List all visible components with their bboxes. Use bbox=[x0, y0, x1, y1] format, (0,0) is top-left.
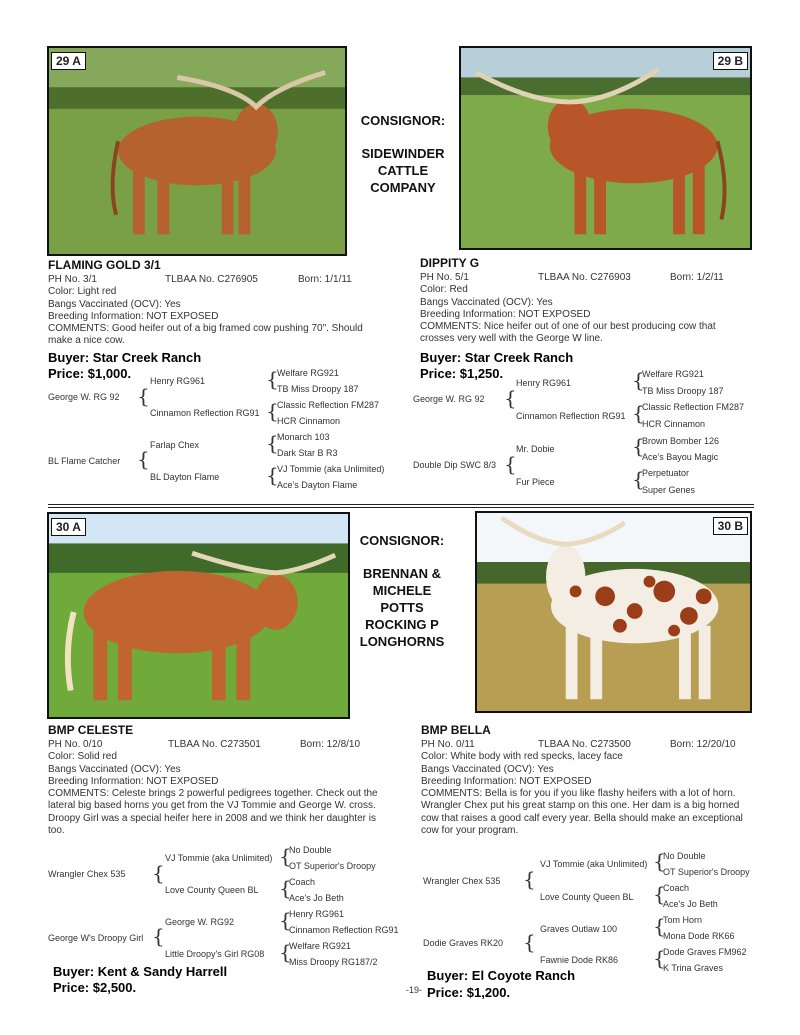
pedigree-dam: Double Dip SWC 8/3 bbox=[413, 460, 497, 470]
pedigree-dd: Little Droopy's Girl RG08 bbox=[165, 949, 265, 959]
pedigree-brace: { bbox=[279, 844, 292, 868]
pedigree-sds: Classic Reflection FM287 bbox=[277, 400, 380, 410]
buyer: Buyer: Star Creek Ranch bbox=[420, 350, 574, 365]
animal-name: BMP BELLA bbox=[421, 723, 491, 737]
tlbaa-number: TLBAA No. C276903 bbox=[538, 272, 631, 283]
buyer: Buyer: El Coyote Ranch bbox=[427, 968, 576, 983]
pedigree-ddd: Ace's Dayton Flame bbox=[277, 480, 358, 490]
pedigree-brace: { bbox=[653, 882, 666, 906]
pedigree-sdd: HCR Cinnamon bbox=[277, 416, 341, 426]
pedigree-dsd: Cinnamon Reflection RG91 bbox=[289, 925, 399, 935]
buyer: Buyer: Kent & Sandy Harrell bbox=[53, 964, 228, 979]
pedigree-ddd: K Trina Graves bbox=[663, 963, 724, 973]
pedigree-dds: Dode Graves FM962 bbox=[663, 947, 747, 957]
pedigree-dd: Fawnie Dode RK86 bbox=[540, 955, 619, 965]
pedigree-brace: { bbox=[279, 876, 292, 900]
pedigree-sss: Welfare RG921 bbox=[277, 368, 339, 378]
pedigree-ssd: OT Superior's Droopy bbox=[289, 861, 376, 871]
pedigree-brace: { bbox=[632, 368, 645, 392]
breeding: Breeding Information: NOT EXPOSED bbox=[421, 775, 592, 787]
ph-number: PH No. 5/1 bbox=[420, 272, 469, 283]
pedigree-sds: Coach bbox=[663, 883, 690, 893]
pedigree-sd: Love County Queen BL bbox=[165, 885, 259, 895]
consignor-name: LONGHORNS bbox=[359, 634, 445, 649]
photo-lot-30b bbox=[475, 511, 752, 713]
pedigree-ss: Henry RG961 bbox=[150, 376, 206, 386]
pedigree-ddd: Miss Droopy RG187/2 bbox=[289, 957, 378, 967]
pedigree-ds: George W. RG92 bbox=[165, 917, 235, 927]
pedigree-brace: { bbox=[152, 924, 165, 948]
cow-photo-dippity-g bbox=[461, 48, 750, 248]
bangs: Bangs Vaccinated (OCV): Yes bbox=[48, 298, 181, 310]
lot-badge: 29 A bbox=[51, 52, 86, 70]
comments: COMMENTS: Celeste brings 2 powerful pedigrees together. Check out the bbox=[48, 788, 378, 800]
pedigree-dd: BL Dayton Flame bbox=[150, 472, 220, 482]
pedigree-ds: Graves Outlaw 100 bbox=[540, 924, 618, 934]
breeding: Breeding Information: NOT EXPOSED bbox=[48, 310, 219, 322]
pedigree-dss: Monarch 103 bbox=[277, 432, 330, 442]
pedigree-sire: George W. RG 92 bbox=[413, 394, 485, 404]
price: Price: $1,250. bbox=[420, 366, 504, 381]
pedigree-ds: Farlap Chex bbox=[150, 440, 200, 450]
buyer: Buyer: Star Creek Ranch bbox=[48, 350, 202, 365]
pedigree-sd: Love County Queen BL bbox=[540, 892, 634, 902]
cow-photo-bmp-bella bbox=[477, 513, 750, 711]
pedigree-dds: VJ Tommie (aka Unlimited) bbox=[277, 464, 385, 474]
comments: Droopy Girl was a special heifer here in 2008 and we think her daughter is bbox=[48, 812, 376, 824]
born-date: Born: 12/8/10 bbox=[300, 739, 361, 750]
consignor-name: SIDEWINDER bbox=[361, 146, 445, 161]
born-date: Born: 12/20/10 bbox=[670, 739, 736, 750]
pedigree-brace: { bbox=[653, 946, 666, 970]
pedigree-ss: VJ Tommie (aka Unlimited) bbox=[540, 859, 648, 869]
price: Price: $1,000. bbox=[48, 366, 132, 381]
consignor-block bbox=[352, 532, 452, 650]
pedigree-brace: { bbox=[279, 940, 292, 964]
pedigree-dsd: Dark Star B R3 bbox=[277, 448, 338, 458]
pedigree-ss: VJ Tommie (aka Unlimited) bbox=[165, 853, 273, 863]
page-number: -19- bbox=[406, 985, 423, 995]
consignor-label: CONSIGNOR: bbox=[359, 533, 445, 548]
pedigree-ddd: Super Genes bbox=[642, 485, 696, 495]
ph-number: PH No. 0/11 bbox=[421, 739, 475, 750]
price: Price: $1,200. bbox=[427, 985, 511, 1000]
pedigree-dds: Welfare RG921 bbox=[289, 941, 351, 951]
consignor-name: CATTLE bbox=[377, 163, 429, 178]
pedigree-ds: Mr. Dobie bbox=[516, 444, 555, 454]
lot-badge: 30 B bbox=[713, 517, 748, 535]
pedigree-sds: Coach bbox=[289, 877, 316, 887]
color: Color: White body with red specks, lacey face bbox=[421, 751, 623, 763]
pedigree-sire: George W. RG 92 bbox=[48, 392, 120, 402]
animal-details bbox=[421, 739, 761, 837]
pedigree-sire: Wrangler Chex 535 bbox=[423, 876, 501, 886]
color: Color: Light red bbox=[48, 286, 117, 298]
animal-details bbox=[48, 739, 403, 837]
section-divider bbox=[48, 507, 754, 508]
pedigree-brace: { bbox=[266, 399, 279, 423]
lot-badge: 29 B bbox=[713, 52, 748, 70]
pedigree-ssd: TB Miss Droopy 187 bbox=[277, 384, 359, 394]
pedigree-dam: Dodie Graves RK20 bbox=[423, 938, 504, 948]
pedigree-ssd: OT Superior's Droopy bbox=[663, 867, 750, 877]
color: Color: Red bbox=[420, 284, 468, 296]
comments: COMMENTS: Good heifer out of a big framed cow pushing 70". Should bbox=[48, 323, 363, 335]
pedigree-sdd: Ace's Jo Beth bbox=[663, 899, 718, 909]
ph-number: PH No. 0/10 bbox=[48, 739, 103, 750]
pedigree-brace: { bbox=[632, 467, 645, 491]
pedigree-sds: Classic Reflection FM287 bbox=[642, 402, 745, 412]
tlbaa-number: TLBAA No. C273501 bbox=[168, 739, 261, 750]
consignor-name: ROCKING P bbox=[365, 617, 439, 632]
photo-lot-29b bbox=[459, 46, 752, 250]
born-date: Born: 1/2/11 bbox=[670, 272, 724, 283]
comments: lateral big based horns you get from the VJ Tommie and George W. cross. bbox=[48, 800, 376, 812]
comments: too. bbox=[48, 825, 65, 837]
breeding: Breeding Information: NOT EXPOSED bbox=[48, 775, 219, 787]
consignor-name: COMPANY bbox=[370, 180, 436, 195]
consignor-block bbox=[350, 112, 456, 196]
pedigree-sdd: HCR Cinnamon bbox=[642, 419, 706, 429]
pedigree-sire: Wrangler Chex 535 bbox=[48, 869, 126, 879]
pedigree-dd: Fur Piece bbox=[516, 477, 555, 487]
pedigree-brace: { bbox=[266, 431, 279, 455]
pedigree-brace: { bbox=[523, 930, 536, 954]
cow-photo-bmp-celeste bbox=[49, 514, 348, 717]
pedigree-brace: { bbox=[152, 861, 165, 885]
pedigree-ssd: TB Miss Droopy 187 bbox=[642, 386, 724, 396]
pedigree-ss: Henry RG961 bbox=[516, 378, 572, 388]
pedigree-sdd: Ace's Jo Beth bbox=[289, 893, 344, 903]
bangs: Bangs Vaccinated (OCV): Yes bbox=[48, 763, 181, 775]
pedigree-brace: { bbox=[504, 386, 517, 410]
comments: COMMENTS: Nice heifer out of one of our best producing cow that bbox=[420, 321, 716, 333]
comments: Wrangler Chex put his great stamp on this one. Her dam is a big horned bbox=[421, 800, 740, 812]
animal-details bbox=[420, 272, 760, 346]
animal-details bbox=[48, 274, 398, 348]
tlbaa-number: TLBAA No. C273500 bbox=[538, 739, 631, 750]
tlbaa-number: TLBAA No. C276905 bbox=[165, 274, 258, 285]
animal-name: BMP CELESTE bbox=[48, 723, 134, 737]
pedigree-dsd: Ace's Bayou Magic bbox=[642, 452, 719, 462]
pedigree-dsd: Mona Dode RK66 bbox=[663, 931, 735, 941]
comments: make a nice cow. bbox=[48, 335, 125, 347]
pedigree-sd: Cinnamon Reflection RG91 bbox=[150, 408, 260, 418]
lot-badge: 30 A bbox=[51, 518, 86, 536]
ph-number: PH No. 3/1 bbox=[48, 274, 97, 285]
pedigree-brace: { bbox=[653, 914, 666, 938]
pedigree-dam: George W's Droopy Girl bbox=[48, 933, 144, 943]
consignor-label: CONSIGNOR: bbox=[360, 113, 446, 128]
pedigree-brace: { bbox=[266, 367, 279, 391]
comments: cow for your program. bbox=[421, 825, 519, 837]
pedigree-dds: Perpetuator bbox=[642, 468, 690, 478]
born-date: Born: 1/1/11 bbox=[298, 274, 352, 285]
color: Color: Solid red bbox=[48, 751, 117, 763]
pedigree-brace: { bbox=[523, 867, 536, 891]
pedigree-brace: { bbox=[137, 384, 150, 408]
pedigree-brace: { bbox=[137, 447, 150, 471]
pedigree-dam: BL Flame Catcher bbox=[48, 456, 121, 466]
pedigree-brace: { bbox=[266, 463, 279, 487]
consignor-name: BRENNAN & bbox=[363, 566, 441, 581]
pedigree-dss: Henry RG961 bbox=[289, 909, 345, 919]
comments: cow that raises a good calf every year. Bella should make an exceptional bbox=[421, 812, 743, 824]
price: Price: $2,500. bbox=[53, 980, 137, 995]
pedigree-sss: No Double bbox=[663, 851, 706, 861]
consignor-name: MICHELE bbox=[372, 583, 432, 598]
pedigree-dss: Tom Horn bbox=[663, 915, 703, 925]
breeding: Breeding Information: NOT EXPOSED bbox=[420, 308, 591, 320]
animal-name: FLAMING GOLD 3/1 bbox=[48, 258, 161, 272]
consignor-name: POTTS bbox=[380, 600, 424, 615]
photo-lot-29a bbox=[47, 46, 347, 256]
comments: crosses very well with the George W line. bbox=[420, 333, 603, 345]
bangs: Bangs Vaccinated (OCV): Yes bbox=[421, 763, 554, 775]
pedigree-sd: Cinnamon Reflection RG91 bbox=[516, 411, 626, 421]
comments: COMMENTS: Bella is for you if you like flashy heifers with a lot of horn. bbox=[421, 788, 736, 800]
animal-name: DIPPITY G bbox=[420, 256, 480, 270]
pedigree-brace: { bbox=[504, 452, 517, 476]
pedigree-sss: Welfare RG921 bbox=[642, 369, 704, 379]
pedigree-sss: No Double bbox=[289, 845, 332, 855]
pedigree-brace: { bbox=[279, 908, 292, 932]
pedigree-brace: { bbox=[653, 849, 666, 873]
photo-lot-30a bbox=[47, 512, 350, 719]
bangs: Bangs Vaccinated (OCV): Yes bbox=[420, 296, 553, 308]
pedigree-brace: { bbox=[632, 434, 645, 458]
pedigree-dss: Brown Bomber 126 bbox=[642, 436, 720, 446]
pedigree-brace: { bbox=[632, 401, 645, 425]
cow-photo-flaming-gold bbox=[49, 48, 345, 254]
section-divider bbox=[48, 504, 754, 505]
